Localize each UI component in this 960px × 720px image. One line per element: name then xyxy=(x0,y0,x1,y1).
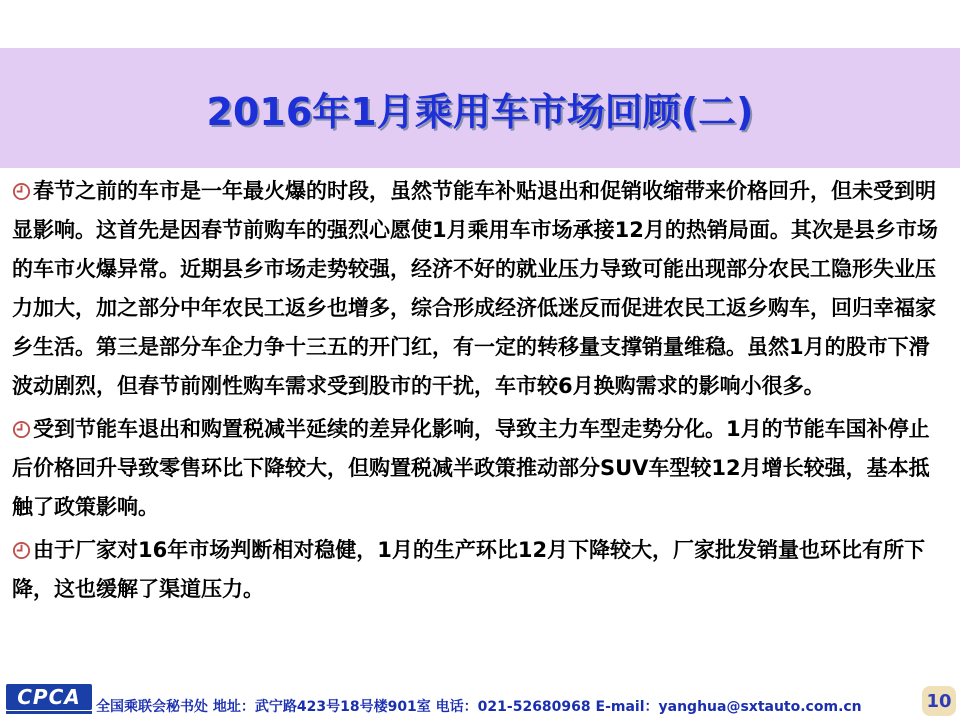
cpca-logo: CPCA xyxy=(6,684,92,710)
paragraph-3 xyxy=(12,531,950,609)
paragraph-text: 由于厂家对16年市场判断相对稳健，1月的生产环比12月下降较大，厂家批发销量也环比有所下降，这也缓解了渠道压力。 xyxy=(12,538,926,601)
slide-body xyxy=(12,172,950,613)
paragraph-text: 春节之前的车市是一年最火爆的时段，虽然节能车补贴退出和促销收缩带来价格回升，但未受到明显影响。这首先是因春节前购车的强烈心愿使1月乘用车市场承接12月的热销局面。其次是县乡市场的车市火爆异常。近期县乡市场走势较强，经济不好的就业压力导致可能出现部分农民工隐形失业压力加大，加之部分中年农民工返乡也增多，综合形成经济低迷反而促进农民工返乡购车，回归幸福家乡生活。第三是部分车企力争十三五的开门红，有一定的转移量支撑销量维稳。虽然1月的股市下滑波动剧烈，但春节前刚性购车需求受到股市的干扰，车市较6月换购需求的影响小很多。 xyxy=(12,179,938,398)
logo-underline xyxy=(6,711,92,714)
paragraph-2 xyxy=(12,410,950,527)
page-number: 10 xyxy=(922,686,956,716)
footer-contact-info: 全国乘联会秘书处 地址：武宁路423号18号楼901室 电话：021-52680968 E-mail：yanghua@sxtauto.com.cn xyxy=(96,699,862,715)
footer xyxy=(0,684,960,720)
clock-icon xyxy=(12,541,31,560)
paragraph-1 xyxy=(12,172,950,406)
clock-icon xyxy=(12,182,31,201)
paragraph-text: 受到节能车退出和购置税减半延续的差异化影响，导致主力车型走势分化。1月的节能车国补停止后价格回升导致零售环比下降较大，但购置税减半政策推动部分SUV车型较12月增长较强，基本抵触了政策影响。 xyxy=(12,417,930,519)
clock-icon xyxy=(12,420,31,439)
slide-title: 2016年1月乘用车市场回顾(二) xyxy=(206,89,754,134)
